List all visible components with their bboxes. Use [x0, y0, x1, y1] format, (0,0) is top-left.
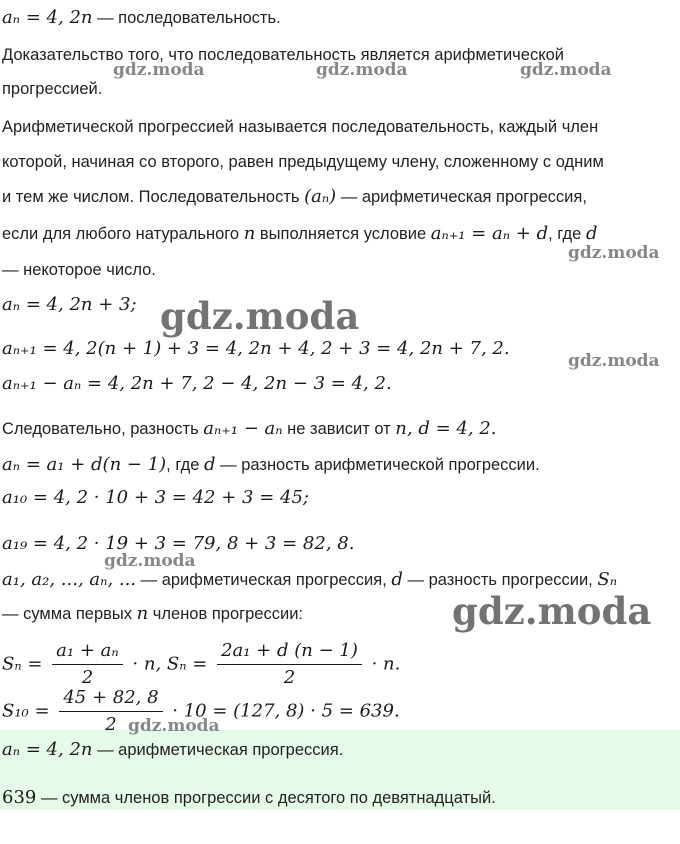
- definition-line4: [2, 223, 597, 245]
- formula: aₙ₊₁ − aₙ: [203, 418, 283, 439]
- formula: aₙ = 4, 2n: [2, 739, 93, 760]
- watermark: gdz.moda: [113, 60, 205, 80]
- numerator: a₁ + aₙ: [52, 638, 123, 665]
- formula: a₁, a₂, ..., aₙ, ...: [2, 569, 137, 590]
- formula: (aₙ): [304, 186, 337, 207]
- text: Следовательно, разность: [2, 420, 204, 438]
- formula: Sₙ: [597, 569, 617, 590]
- text: — арифметическая прогрессия,: [336, 188, 587, 206]
- definition-line1: Арифметической прогрессией называется последовательность, каждый член: [2, 118, 599, 136]
- definition-line3: [2, 186, 587, 208]
- s10-lhs: S₁₀ =: [2, 700, 50, 722]
- formula: n: [136, 603, 149, 624]
- definition-line2: которой, начиная со второго, равен предыдущему члену, сложенному с одним: [2, 153, 604, 171]
- watermark-large: gdz.moda: [160, 294, 360, 338]
- text: — разность прогрессии,: [402, 571, 598, 589]
- formula-an-plus-1: aₙ₊₁ = 4, 2(n + 1) + 3 = 4, 2n + 4, 2 + 3 = 4, 2n + 7, 2.: [2, 338, 510, 359]
- formula-a19: a₁₉ = 4, 2 · 19 + 3 = 79, 8 + 3 = 82, 8.: [2, 533, 355, 554]
- watermark: gdz.moda: [568, 243, 660, 263]
- text: , где: [166, 456, 205, 474]
- fraction: [52, 638, 123, 691]
- numerator: 2a₁ + d (n − 1): [217, 638, 362, 665]
- sum-lhs: Sₙ =: [2, 653, 43, 675]
- sum-definition-line2: [2, 603, 303, 625]
- formula: aₙ = a₁ + d(n − 1): [2, 454, 167, 475]
- text: — разность арифметической прогрессии.: [215, 456, 540, 474]
- nth-term-formula-line: [2, 454, 540, 476]
- text: — арифметическая прогрессия,: [136, 571, 392, 589]
- proof-heading-line1: Доказательство того, что последовательность является арифметической: [2, 46, 565, 64]
- denominator: 2: [105, 714, 117, 735]
- formula-a10: a₁₀ = 4, 2 · 10 + 3 = 42 + 3 = 45;: [2, 487, 309, 508]
- formula: 639: [2, 787, 37, 808]
- formula-an: aₙ = 4, 2n + 3;: [2, 294, 137, 315]
- text: — сумма первых: [2, 605, 137, 623]
- formula: n, d = 4, 2.: [395, 418, 497, 439]
- conclusion-line: [2, 418, 496, 440]
- formula: d: [204, 454, 216, 475]
- text: — сумма членов прогрессии с десятого по девятнадцатый.: [36, 789, 496, 807]
- watermark: gdz.moda: [520, 60, 612, 80]
- answer-line2: [2, 787, 496, 809]
- formula: n: [243, 223, 256, 244]
- numerator: 45 + 82, 8: [59, 685, 162, 712]
- formula: aₙ = 4, 2n: [2, 7, 93, 28]
- definition-line5: — некоторое число.: [2, 261, 156, 279]
- denominator: 2: [283, 667, 296, 688]
- watermark: gdz.moda: [316, 60, 408, 80]
- text: и тем же числом. Последовательность: [2, 188, 305, 206]
- formula: aₙ₊₁ = aₙ + d: [430, 223, 549, 244]
- text: не зависит от: [282, 420, 396, 438]
- sequence-statement: [2, 7, 281, 29]
- text: , где: [548, 225, 586, 243]
- answer-line1: [2, 739, 343, 761]
- text: если для любого натурального: [2, 225, 244, 243]
- fraction: [217, 638, 362, 691]
- s10-end: · 10 = (127, 8) · 5 = 639.: [172, 700, 400, 722]
- sum-definition-line1: [2, 569, 617, 591]
- text: — последовательность.: [92, 9, 281, 27]
- text: членов прогрессии:: [148, 605, 304, 623]
- watermark-large: gdz.moda: [452, 589, 652, 633]
- sum-middle: · n, Sₙ =: [132, 653, 208, 675]
- denominator: 2: [81, 667, 94, 688]
- watermark: gdz.moda: [568, 351, 660, 371]
- watermark: gdz.moda: [104, 551, 196, 571]
- formula: d: [585, 223, 598, 244]
- sum-end: · n.: [371, 653, 401, 675]
- sum-formula: [2, 638, 400, 691]
- text: — арифметическая прогрессия.: [92, 741, 344, 759]
- proof-heading-line2: прогрессией.: [2, 80, 103, 98]
- watermark: gdz.moda: [128, 716, 220, 736]
- text: выполняется условие: [255, 225, 431, 243]
- formula-difference: aₙ₊₁ − aₙ = 4, 2n + 7, 2 − 4, 2n − 3 = 4, 2.: [2, 373, 392, 394]
- formula: d: [391, 569, 403, 590]
